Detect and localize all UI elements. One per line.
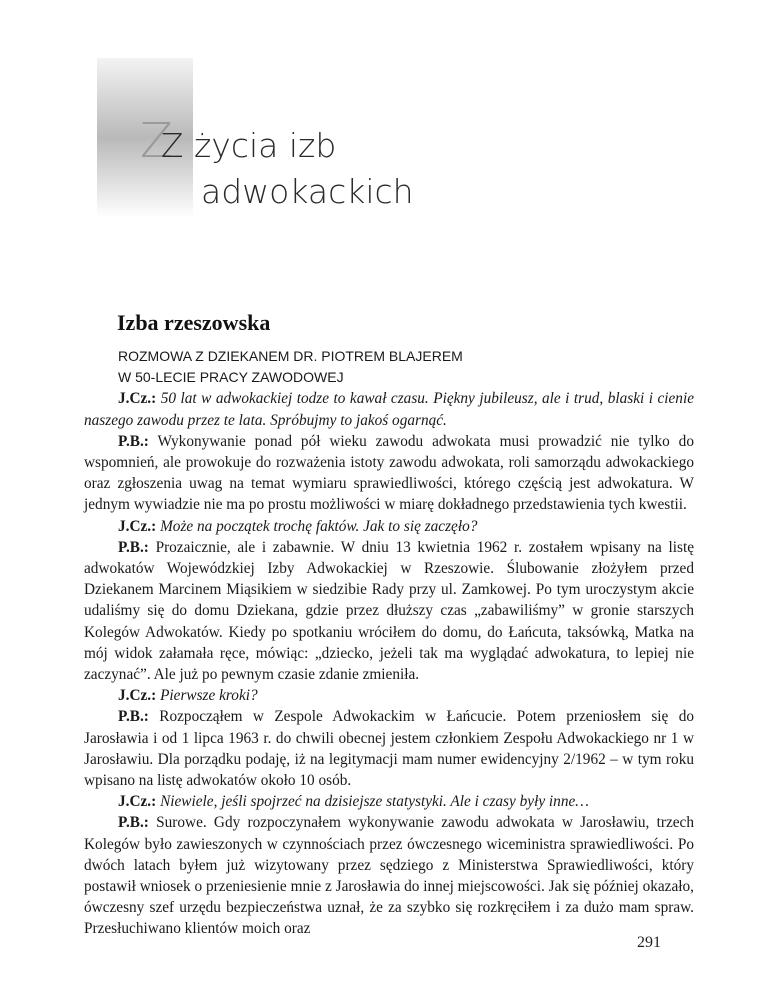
chapter-initial: Z [140, 113, 173, 169]
interview-paragraph [84, 812, 694, 939]
question-text: Niewiele, jeśli spojrzeć na dzisiejsze statystyki. Ale i czasy były inne… [160, 793, 589, 811]
chapter-title [140, 113, 414, 215]
speaker-label: J.Cz.: [118, 687, 157, 705]
answer-text: Surowe. Gdy rozpoczynałem wykonywanie zawodu adwokata w Jarosławiu, trzech Kolegów było zawieszonych w czynnościach przez ówczesnego wiceministra sprawiedliwości. Po dwóch latach byłem już wizytowany przez sędziego z Ministerstwa Sprawiedliwości, który postawił wniosek o przeniesienie mnie z Jarosławia do innej miejscowości. Jak się później okazało, ówczesny szef urzędu bezpieczeństwa uznał, że za szybko się rozkręciłem i za dużo mam spraw. Przesłuchiwano klientów moich oraz [84, 814, 694, 938]
speaker-label: J.Cz.: [118, 793, 157, 811]
speaker-label: P.B.: [118, 432, 149, 450]
interview-heading-line1: ROZMOWA Z DZIEKANEM DR. PIOTREM BLAJEREM [118, 348, 463, 364]
speaker-label: P.B.: [118, 814, 149, 832]
speaker-label: J.Cz.: [118, 390, 157, 408]
speaker-label: J.Cz.: [118, 517, 157, 535]
interview-paragraph [84, 431, 694, 516]
speaker-label: P.B.: [118, 708, 149, 726]
page-number: 291 [637, 934, 661, 951]
interview-paragraph [84, 685, 694, 706]
chapter-title-line1: Z życia izb [160, 126, 337, 165]
interview-paragraph [84, 388, 694, 430]
interview-paragraph [84, 791, 694, 812]
interview-heading-line2: W 50-LECIE PRACY ZAWODOWEJ [118, 369, 344, 386]
section-title: Izba rzeszowska [117, 310, 271, 335]
answer-text: Rozpocząłem w Zespole Adwokackim w Łańcucie. Potem przeniosłem się do Jarosławia i od 1 lipca 1963 r. do chwili obecnej jestem członkiem Zespołu Adwokackiego nr 1 w Jarosławiu. Dla porządku podaję, iż na legitymacji mam numer ewidencyjny 2/1962 – w tym roku wpisano na listę adwokatów około 10 osób. [84, 708, 695, 790]
question-text: Może na początek trochę faktów. Jak to się zaczęło? [160, 517, 478, 535]
question-text: 50 lat w adwokackiej todze to kawał czasu. Piękny jubileusz, ale i trud, blaski i cienie naszego zawodu przez te lata. Spróbujmy to jakoś ogarnąć. [84, 390, 694, 429]
question-text: Pierwsze kroki? [160, 687, 258, 705]
interview-paragraph [84, 516, 694, 537]
answer-text: Wykonywanie ponad pół wieku zawodu adwokata musi prowadzić nie tylko do wspomnień, ale prowokuje do rozważenia istoty zawodu adwokata, roli samorządu adwokackiego oraz zgłoszenia uwag na temat wymiaru sprawiedliwości, którego częścią jest adwokatura. W jednym wywiadzie nie ma po prostu możliwości w miarę dokładnego przedstawienia tych kwestii. [84, 432, 694, 514]
chapter-title-line2: adwokackich [201, 172, 414, 211]
interview-body [84, 346, 694, 940]
interview-paragraph [84, 537, 694, 685]
interview-heading [84, 346, 694, 388]
speaker-label: P.B.: [118, 538, 149, 556]
interview-paragraph [84, 706, 694, 791]
answer-text: Prozaicznie, ale i zabawnie. W dniu 13 kwietnia 1962 r. zostałem wpisany na listę adwokatów Wojewódzkiej Izby Adwokackiej w Rzeszowie. Ślubowanie złożyłem przed Dziekanem Marcinem Miąsikiem w siedzibie Rady przy ul. Zamkowej. Po tym uroczystym akcie udaliśmy się do domu Dziekana, gdzie przez dłuższy czas „zabawiliśmy” w gronie starszych Kolegów Adwokatów. Kiedy po spotkaniu wróciłem do domu, do Łańcuta, taksówką, Matka na mój widok załamała ręce, mówiąc: „dziecko, jeżeli tak ma wyglądać adwokatura, to lepiej nie zaczynać”. Ale już po pewnym czasie zdanie zmieniła. [84, 538, 694, 684]
